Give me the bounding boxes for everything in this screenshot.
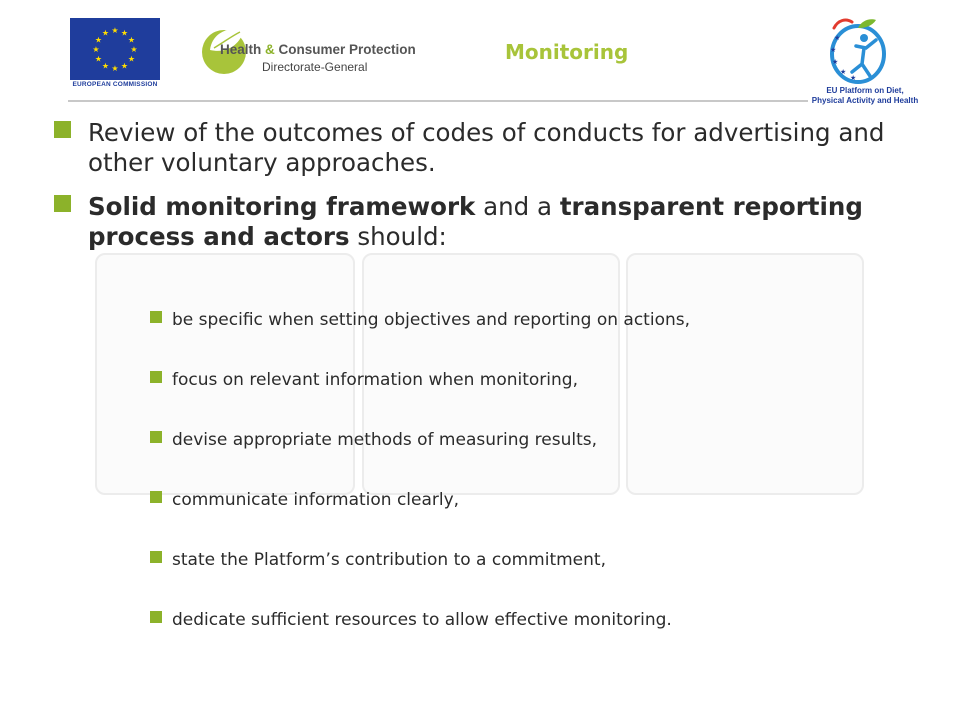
sub-bullet: be specific when setting objectives and reporting on actions, <box>150 308 920 368</box>
svg-text:★: ★ <box>834 34 841 42</box>
sub-bullet: state the Platform’s contribution to a commitment, <box>150 548 920 608</box>
svg-text:★: ★ <box>832 58 839 66</box>
health-consumer-protection-logo <box>196 20 436 80</box>
main-bullet-review: Review of the outcomes of codes of conducts for advertising and other voluntary approaches. <box>54 118 934 178</box>
eu-flag-icon <box>70 18 160 80</box>
sub-bullet: focus on relevant information when monitoring, <box>150 368 920 428</box>
eu-star-icon: ★ <box>120 61 129 71</box>
bullet-square-icon <box>150 491 162 503</box>
svg-text:★: ★ <box>850 74 857 82</box>
sub-bullet: dedicate sufficient resources to allow effective monitoring. <box>150 608 920 668</box>
eu-star-icon: ★ <box>101 61 110 71</box>
eu-star-icon: ★ <box>94 35 103 45</box>
header-divider <box>68 100 808 102</box>
eu-star-icon: ★ <box>94 54 103 64</box>
eu-star-icon: ★ <box>101 28 110 38</box>
slide-title: Monitoring <box>505 40 629 64</box>
eu-star-icon: ★ <box>111 64 119 73</box>
apple-person-icon <box>806 16 924 86</box>
eu-platform-logo <box>806 16 936 114</box>
bullet-square-icon <box>150 431 162 443</box>
platform-caption: EU Platform on Diet, Physical Activity and Health <box>811 86 919 105</box>
main-bullet-framework: Solid monitoring framework and a transparent reporting process and actors should: <box>54 192 934 252</box>
eu-star-icon: ★ <box>92 45 100 54</box>
bullet-square-icon <box>150 311 162 323</box>
eu-star-icon: ★ <box>130 45 138 54</box>
sub-bullet: devise appropriate methods of measuring results, <box>150 428 920 488</box>
bullet-square-icon <box>54 195 71 212</box>
svg-text:★: ★ <box>840 68 847 76</box>
eu-star-icon: ★ <box>111 26 119 35</box>
bullet-square-icon <box>150 371 162 383</box>
eu-star-icon: ★ <box>120 28 129 38</box>
bullet-square-icon <box>150 611 162 623</box>
bullet-square-icon <box>150 551 162 563</box>
slide-header <box>0 0 960 110</box>
eu-caption: EUROPEAN COMMISSION <box>72 81 158 88</box>
main-bullet-list <box>54 118 934 266</box>
svg-text:★: ★ <box>830 46 837 54</box>
hcp-subtitle: Directorate-General <box>262 60 368 74</box>
sub-bullet-list <box>150 308 920 668</box>
european-commission-logo <box>70 18 160 90</box>
sub-bullet: communicate information clearly, <box>150 488 920 548</box>
eu-star-icon: ★ <box>127 54 136 64</box>
hcp-title: Health & Consumer Protection <box>220 42 416 57</box>
bullet-square-icon <box>54 121 71 138</box>
eu-star-icon: ★ <box>127 35 136 45</box>
